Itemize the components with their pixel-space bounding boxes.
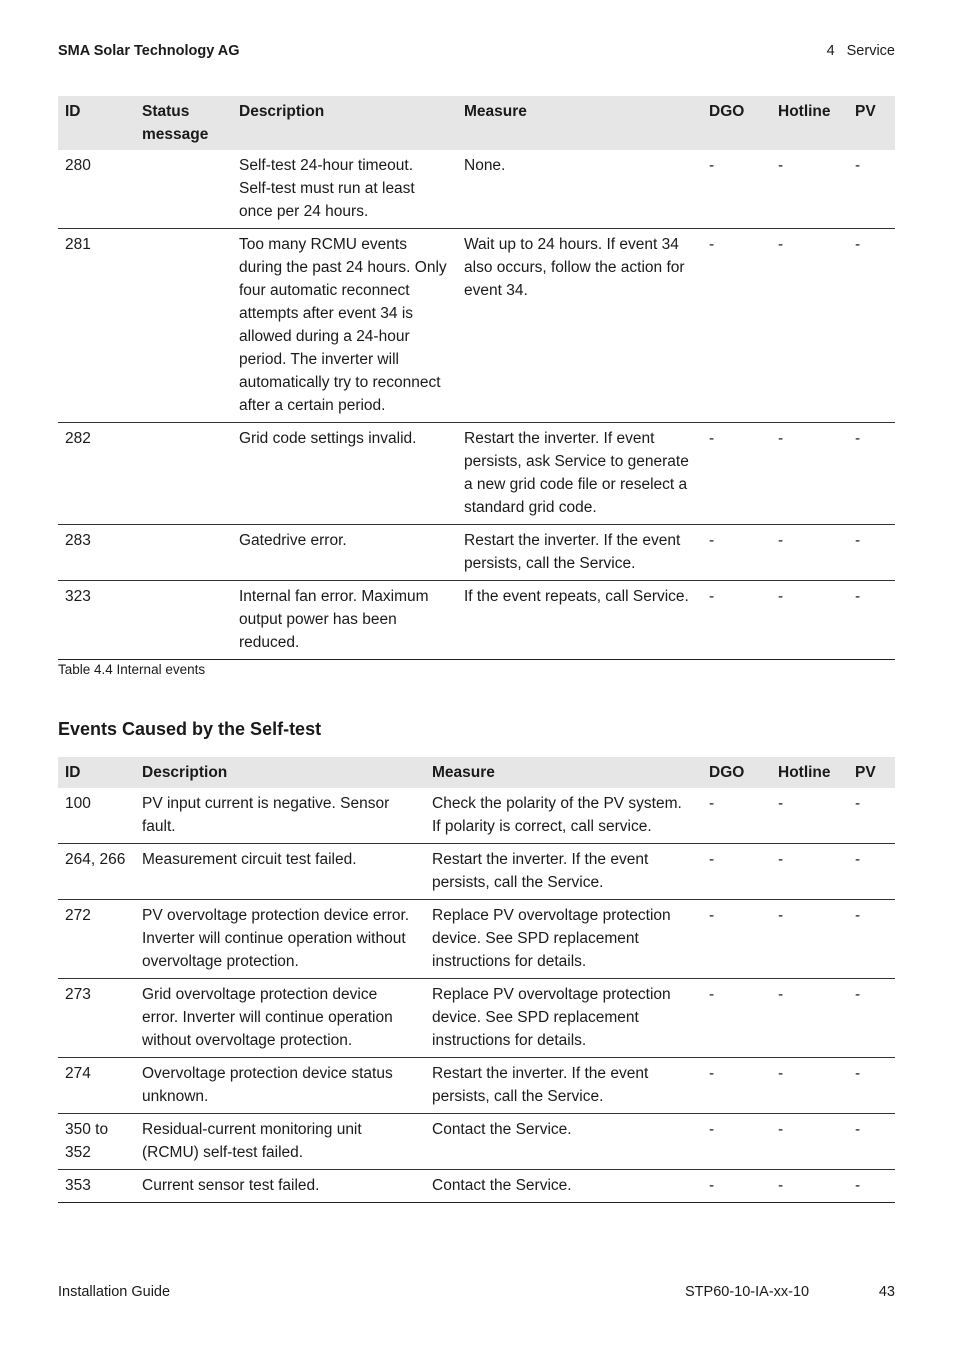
- column-header: DGO: [702, 96, 771, 150]
- table-cell: 100: [58, 788, 135, 844]
- table-cell: [135, 581, 232, 660]
- table-cell: -: [848, 423, 895, 525]
- table-cell: Overvoltage protection device status unknown.: [135, 1058, 425, 1114]
- document-type: Installation Guide: [58, 1284, 171, 1300]
- table-caption: Table 4.4 Internal events: [58, 662, 206, 677]
- table-cell: 272: [58, 900, 135, 979]
- table-cell: Replace PV overvoltage protection device. See SPD replacement instructions for details.: [425, 979, 702, 1058]
- table-cell: Restart the inverter. If event persists, ask Service to generate a new grid code file or reselect a standard grid code.: [457, 423, 702, 525]
- table-cell: -: [848, 1114, 895, 1170]
- table-cell: Too many RCMU events during the past 24 hours. Only four automatic reconnect attempts after event 34 is allowed during a 24-hour period. The inverter will automatically try to reconnect after a certain period.: [232, 229, 457, 423]
- table-cell: Measurement circuit test failed.: [135, 844, 425, 900]
- table-cell: -: [848, 1170, 895, 1203]
- table-cell: 281: [58, 229, 135, 423]
- table-cell: -: [848, 150, 895, 229]
- table-cell: -: [702, 423, 771, 525]
- table-row: [58, 1114, 895, 1170]
- column-header: Description: [135, 757, 425, 788]
- table-cell: 323: [58, 581, 135, 660]
- table-cell: 353: [58, 1170, 135, 1203]
- table-cell: -: [771, 525, 848, 581]
- table-header-row: [58, 757, 895, 788]
- table-cell: 282: [58, 423, 135, 525]
- table-cell: Residual-current monitoring unit (RCMU) self-test failed.: [135, 1114, 425, 1170]
- table-cell: -: [702, 1170, 771, 1203]
- table-cell: Contact the Service.: [425, 1170, 702, 1203]
- internal-events-table: [58, 96, 895, 660]
- table-cell: If the event repeats, call Service.: [457, 581, 702, 660]
- table-cell: Restart the inverter. If the event persists, call the Service.: [425, 1058, 702, 1114]
- table-cell: -: [848, 229, 895, 423]
- table-cell: Wait up to 24 hours. If event 34 also occurs, follow the action for event 34.: [457, 229, 702, 423]
- table-cell: -: [702, 581, 771, 660]
- table-cell: -: [848, 1058, 895, 1114]
- column-header: Hotline: [771, 757, 848, 788]
- page-header: [58, 43, 895, 63]
- table-cell: Replace PV overvoltage protection device. See SPD replacement instructions for details.: [425, 900, 702, 979]
- table-cell: -: [771, 150, 848, 229]
- table-cell: PV overvoltage protection device error. Inverter will continue operation without overvoltage protection.: [135, 900, 425, 979]
- table-row: [58, 1058, 895, 1114]
- table-row: [58, 900, 895, 979]
- table-cell: -: [702, 1114, 771, 1170]
- self-test-events-table: [58, 757, 895, 1203]
- column-header: PV: [848, 96, 895, 150]
- table-row: [58, 979, 895, 1058]
- table-cell: -: [702, 1058, 771, 1114]
- table-cell: -: [771, 900, 848, 979]
- table-cell: -: [702, 229, 771, 423]
- table-cell: 264, 266: [58, 844, 135, 900]
- table-cell: Contact the Service.: [425, 1114, 702, 1170]
- table-row: [58, 525, 895, 581]
- column-header: Description: [232, 96, 457, 150]
- table-cell: None.: [457, 150, 702, 229]
- table-cell: PV input current is negative. Sensor fault.: [135, 788, 425, 844]
- table-cell: -: [702, 844, 771, 900]
- table-cell: -: [771, 979, 848, 1058]
- column-header: Status message: [135, 96, 232, 150]
- table-cell: -: [702, 788, 771, 844]
- table-row: [58, 229, 895, 423]
- column-header: Measure: [457, 96, 702, 150]
- table-cell: Restart the inverter. If the event persists, call the Service.: [425, 844, 702, 900]
- column-header: ID: [58, 96, 135, 150]
- table-cell: 280: [58, 150, 135, 229]
- table-cell: -: [771, 844, 848, 900]
- table-cell: Restart the inverter. If the event persists, call the Service.: [457, 525, 702, 581]
- column-header: Measure: [425, 757, 702, 788]
- table-cell: -: [848, 525, 895, 581]
- table-cell: Current sensor test failed.: [135, 1170, 425, 1203]
- chapter-label: [827, 43, 895, 59]
- table-header-row: [58, 96, 895, 150]
- table-cell: 273: [58, 979, 135, 1058]
- column-header: ID: [58, 757, 135, 788]
- table-row: [58, 1170, 895, 1203]
- table-cell: [135, 423, 232, 525]
- chapter-number: 4: [826, 43, 835, 59]
- table-cell: -: [702, 900, 771, 979]
- table-cell: Gatedrive error.: [232, 525, 457, 581]
- table-cell: Grid code settings invalid.: [232, 423, 457, 525]
- table-cell: -: [771, 1058, 848, 1114]
- table-cell: Grid overvoltage protection device error. Inverter will continue operation without overvoltage protection.: [135, 979, 425, 1058]
- table-cell: 283: [58, 525, 135, 581]
- table-cell: -: [771, 229, 848, 423]
- table-body: [58, 150, 895, 660]
- table-cell: [135, 525, 232, 581]
- table-cell: -: [848, 788, 895, 844]
- table-cell: -: [771, 788, 848, 844]
- table-row: [58, 581, 895, 660]
- table-cell: Self-test 24-hour timeout. Self-test must run at least once per 24 hours.: [232, 150, 457, 229]
- table-cell: -: [771, 423, 848, 525]
- table-cell: -: [702, 150, 771, 229]
- table-row: [58, 788, 895, 844]
- table-cell: 350 to 352: [58, 1114, 135, 1170]
- table-cell: -: [848, 581, 895, 660]
- column-header: Hotline: [771, 96, 848, 150]
- column-header: PV: [848, 757, 895, 788]
- table-row: [58, 844, 895, 900]
- table-cell: [135, 229, 232, 423]
- table-body: [58, 788, 895, 1203]
- table-cell: -: [771, 1170, 848, 1203]
- table-cell: Internal fan error. Maximum output power has been reduced.: [232, 581, 457, 660]
- table-row: [58, 150, 895, 229]
- chapter-title: Service: [846, 43, 895, 59]
- document-id: STP60-10-IA-xx-10: [685, 1284, 810, 1300]
- table-cell: -: [848, 979, 895, 1058]
- column-header: DGO: [702, 757, 771, 788]
- table-cell: -: [702, 979, 771, 1058]
- table-cell: -: [848, 900, 895, 979]
- company-name: SMA Solar Technology AG: [58, 43, 240, 59]
- table-cell: [135, 150, 232, 229]
- table-cell: Check the polarity of the PV system. If polarity is correct, call service.: [425, 788, 702, 844]
- table-cell: 274: [58, 1058, 135, 1114]
- table-cell: -: [771, 581, 848, 660]
- section-heading: Events Caused by the Self-test: [58, 719, 322, 739]
- table-cell: -: [771, 1114, 848, 1170]
- table-cell: -: [702, 525, 771, 581]
- table-cell: -: [848, 844, 895, 900]
- page-number: 43: [878, 1284, 895, 1300]
- page-footer: [58, 1284, 895, 1304]
- table-row: [58, 423, 895, 525]
